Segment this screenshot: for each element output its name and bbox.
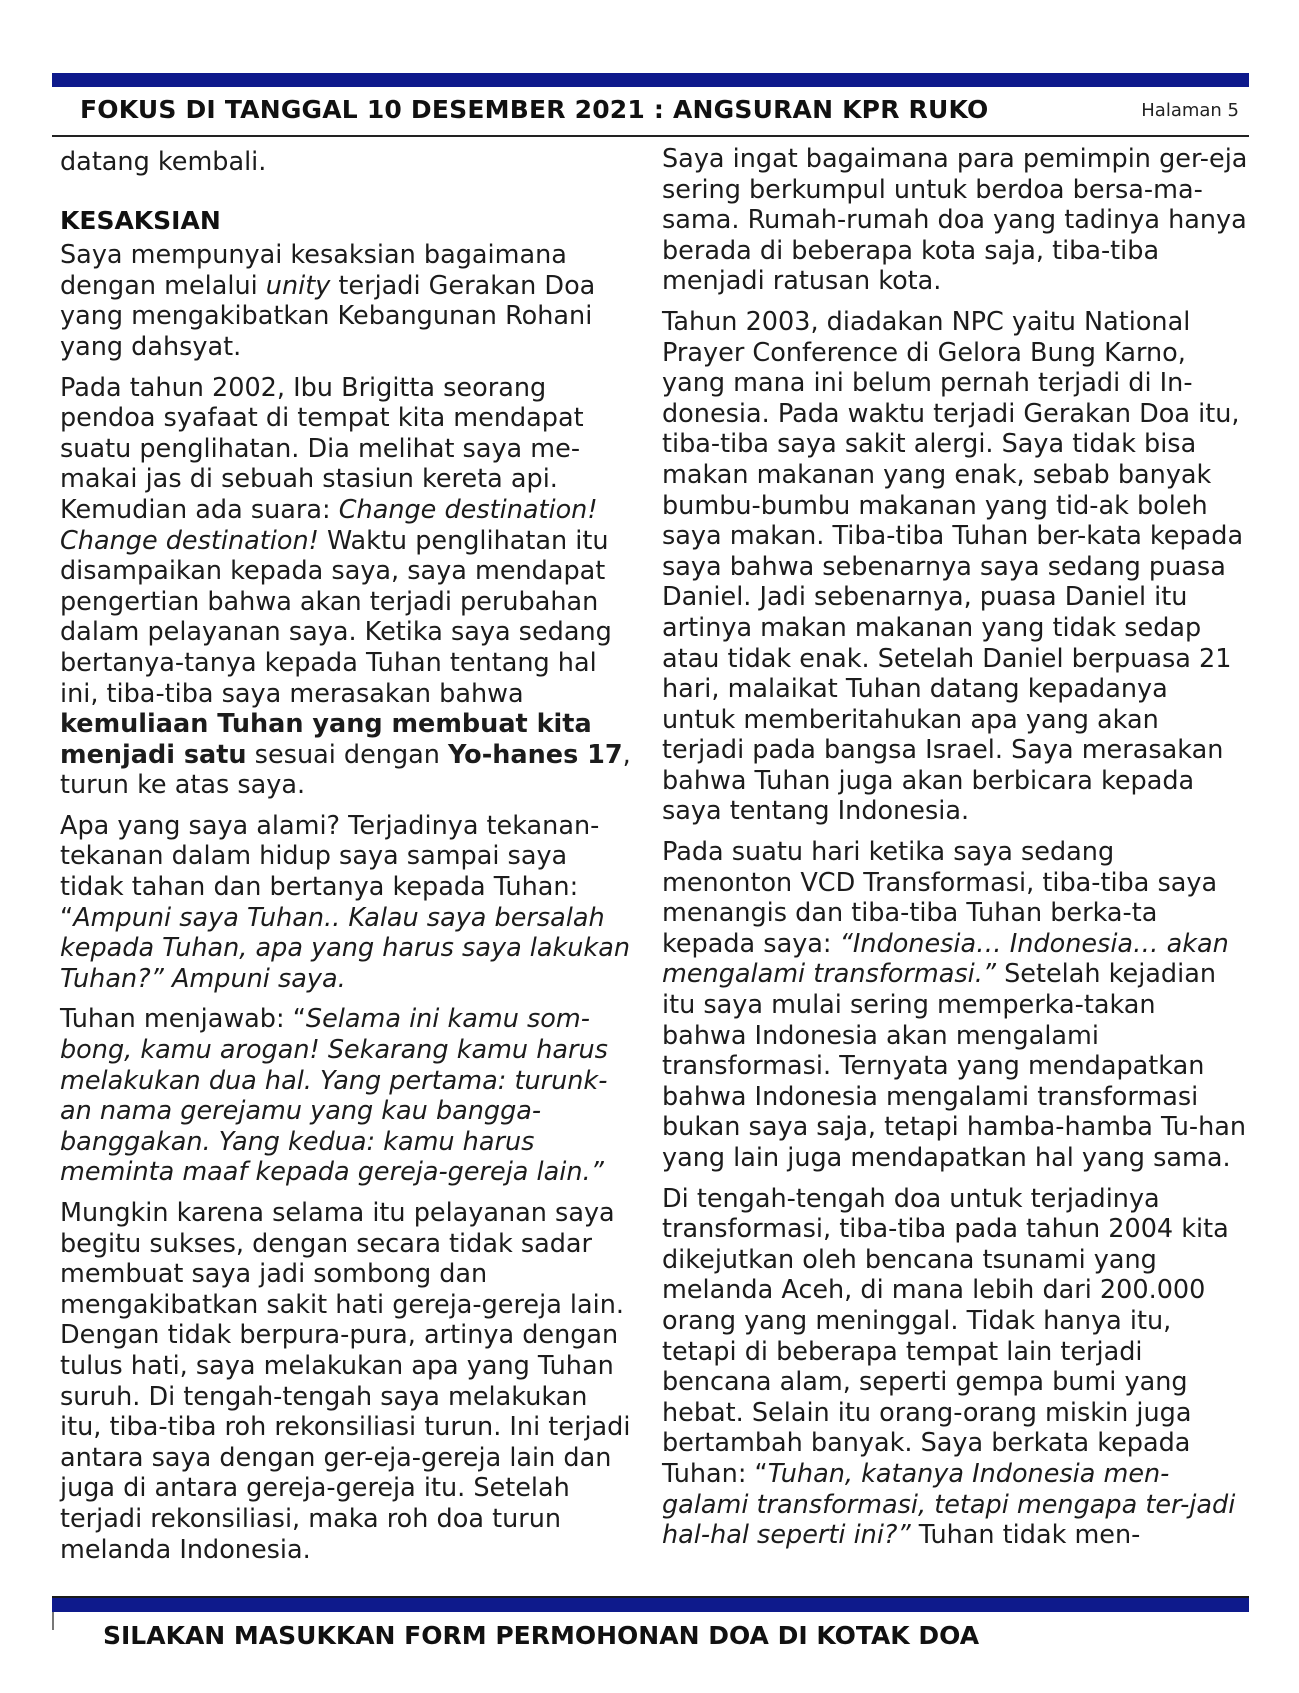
footer-edge-line [52, 1612, 54, 1630]
right-column [662, 144, 1248, 1561]
paragraph: Pada suatu hari ketika saya sedang menonton VCD Transformasi, tiba-tiba saya menangis dan tiba-tiba Tuhan berka-ta kepada saya: “Indonesia… Indonesia… akan mengalami transformasi.” Setelah kejadian itu saya mulai sering memperka-takan bahwa Indonesia akan mengalami transformasi. Ternyata yang mendapatkan bahwa Indonesia mengalami transformasi bukan saya saja, tetapi hamba-hamba Tu-han yang lain juga mendapatkan hal yang sama. [662, 837, 1247, 1173]
section-heading: KESAKSIAN [60, 205, 221, 235]
footer-notice: SILAKAN MASUKKAN FORM PERMOHONAN DOA DI KOTAK DOA [103, 1621, 980, 1650]
page-number: Halaman 5 [1141, 100, 1239, 121]
paragraph: Tahun 2003, diadakan NPC yaitu National Prayer Conference di Gelora Bung Karno, yang mana ini belum pernah terjadi di In-donesia. Pada waktu terjadi Gerakan Doa itu, tiba-tiba saya sakit alergi. Saya tidak bisa makan makanan yang enak, sebab banyak bumbu-bumbu makanan yang tid-ak boleh saya makan. Tiba-tiba Tuhan ber-kata kepada saya bahwa sebenarnya saya sedang puasa Daniel. Jadi sebenarnya, puasa Daniel itu artinya makan makanan yang tidak sedap atau tidak enak. Setelah Daniel berpuasa 21 hari, malaikat Tuhan datang kepadanya untuk memberitahukan apa yang akan terjadi pada bangsa Israel. Saya merasakan bahwa Tuhan juga akan berbicara kepada saya tentang Indonesia. [662, 306, 1244, 827]
paragraph: Apa yang saya alami? Terjadinya tekanan-tekanan dalam hidup saya sampai saya tidak tahan dan bertanya kepada Tuhan: “Ampuni saya Tuhan.. Kalau saya bersalah kepada Tuhan, apa yang harus saya lakukan Tuhan?” Ampuni saya. [60, 810, 630, 994]
paragraph: Di tengah-tengah doa untuk terjadinya transformasi, tiba-tiba pada tahun 2004 kita dikejutkan oleh bencana tsunami yang melanda Aceh, di mana lebih dari 200.000 orang yang meninggal. Tidak hanya itu, tetapi di beberapa tempat lain terjadi bencana alam, seperti gempa bumi yang hebat. Selain itu orang-orang miskin juga bertambah banyak. Saya berkata kepada Tuhan: “Tuhan, katanya Indonesia men-galami transformasi, tetapi mengapa ter-jadi hal-hal seperti ini?” Tuhan tidak men- [662, 1183, 1236, 1551]
paragraph: Tuhan menjawab: “Selama ini kamu som-bong, kamu arogan! Sekarang kamu harus melakukan dua hal. Yang pertama: turunk-an nama gerejamu yang kau bangga-banggakan. Yang kedua: kamu harus meminta maaf kepada gereja-gereja lain.” [60, 1004, 608, 1188]
left-column [60, 147, 636, 1575]
paragraph: Mungkin karena selama itu pelayanan saya begitu sukses, dengan secara tidak sadar membuat saya jadi sombong dan mengakibatkan sakit hati gereja-gereja lain. Dengan tidak berpura-pura, artinya dengan tulus hati, saya melakukan apa yang Tuhan suruh. Di tengah-tengah saya melakukan itu, tiba-tiba roh rekonsiliasi turun. Ini terjadi antara saya dengan ger-eja-gereja lain dan juga di antara gereja-gereja itu. Setelah terjadi rekonsiliasi, maka roh doa turun melanda Indonesia. [60, 1198, 631, 1565]
header-top-bar [52, 73, 1249, 87]
footer-bar [52, 1598, 1249, 1612]
paragraph: Saya ingat bagaimana para pemimpin ger-eja sering berkumpul untuk berdoa bersa-ma-sama. Rumah-rumah doa yang tadinya hanya berada di beberapa kota saja, tiba-tiba menjadi ratusan kota. [662, 144, 1248, 297]
header-title: FOKUS DI TANGGAL 10 DESEMBER 2021 : ANGSURAN KPR RUKO [80, 95, 989, 124]
paragraph: Saya mempunyai kesaksian bagaimana dengan melalui unity terjadi Gerakan Doa yang mengakibatkan Kebangunan Rohani yang dahsyat. [60, 240, 596, 362]
page-header [52, 91, 1249, 137]
paragraph-continued: datang kembali. [60, 147, 267, 177]
paragraph: Pada tahun 2002, Ibu Brigitta seorang pendoa syafaat di tempat kita mendapat suatu penglihatan. Dia melihat saya me-makai jas di sebuah stasiun kereta api. Kemudian ada suara: Change destination! Change destination! Waktu penglihatan itu disampaikan kepada saya, saya mendapat pengertian bahwa akan terjadi perubahan dalam pelayanan saya. Ketika saya sedang bertanya-tanya kepada Tuhan tentang hal ini, tiba-tiba saya merasakan bahwa kemuliaan Tuhan yang membuat kita menjadi satu sesuai dengan Yo-hanes 17, turun ke atas saya. [60, 372, 631, 801]
